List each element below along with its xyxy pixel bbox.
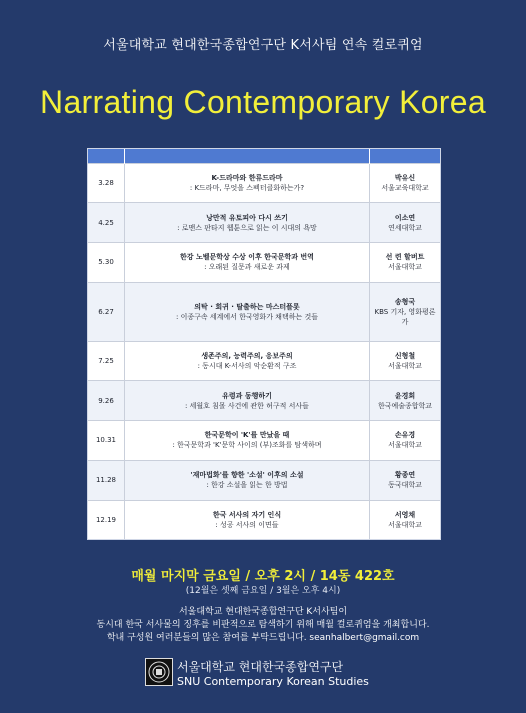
description-line: 동시대 한국 서사물의 징후를 비판적으로 탐색하기 위해 매월 컬로퀴엄을 개최합니다. (96, 620, 430, 630)
row-date: 9.26 (88, 381, 125, 421)
table-header-row (88, 149, 440, 163)
schedule-table (87, 148, 441, 540)
row-date: 3.28 (88, 163, 125, 203)
row-topic (125, 460, 370, 500)
footer (145, 658, 445, 692)
description (0, 606, 526, 645)
table-row (88, 381, 440, 421)
speaker-name: 신형철 (394, 351, 416, 360)
row-topic (125, 282, 370, 341)
row-date: 11.28 (88, 460, 125, 500)
topic-subtitle: : 세월호 침몰 사건에 관한 허구적 서사들 (185, 401, 309, 410)
row-date: 4.25 (88, 203, 125, 243)
topic-title: 유령과 동행하기 (222, 391, 272, 400)
header-subtitle: 서울대학교 현대한국종합연구단 K서사팀 연속 컬로퀴엄 (103, 38, 423, 53)
speaker-name: 송형국 (394, 297, 416, 306)
topic-title: '재마법화'를 향한 '소설' 이후의 소설 (190, 471, 304, 480)
schedule-info: 매월 마지막 금요일 / 오후 2시 / 14동 422호 (131, 569, 395, 584)
speaker-name: 황종연 (394, 471, 416, 480)
description-line: 학내 구성원 여러분들의 많은 참여를 부탁드립니다. seanhalbert@gmail.com (106, 633, 420, 643)
topic-subtitle: : 동시대 K-서사의 악순환적 구조 (197, 361, 297, 370)
speaker-name: 이소연 (394, 213, 416, 222)
table-row (88, 460, 440, 500)
topic-title: 생존주의, 능력주의, 응보주의 (201, 351, 293, 360)
speaker-affiliation: 서울대학교 (388, 520, 422, 529)
header-cell-speaker (370, 149, 441, 163)
speaker-affiliation: 서울대학교 (388, 361, 422, 370)
row-speaker (370, 282, 441, 341)
table-row (88, 421, 440, 461)
footer-name-en: SNU Contemporary Korean Studies (177, 675, 369, 688)
topic-subtitle: : 이종구속 세계에서 한국영화가 채택하는 것들 (176, 312, 318, 321)
speaker-name: 선 련 할버트 (385, 253, 425, 262)
row-topic (125, 500, 370, 539)
speaker-affiliation: 서울교육대학교 (381, 183, 429, 192)
table-row (88, 500, 440, 539)
header-cell-topic (125, 149, 370, 163)
topic-title: 한국문학이 'K'를 만났을 때 (204, 431, 290, 440)
row-topic (125, 243, 370, 283)
row-date: 12.19 (88, 500, 125, 539)
university-seal-icon (145, 658, 173, 686)
row-topic (125, 341, 370, 381)
speaker-name: 손유경 (394, 431, 416, 440)
schedule-note: (12월은 셋째 금요일 / 3월은 오후 4시) (185, 586, 341, 596)
row-topic (125, 163, 370, 203)
topic-title: 한국 서사의 자기 인식 (212, 510, 282, 519)
topic-subtitle: : K드라마, 무엇을 스펙터클화하는가? (189, 183, 305, 192)
row-speaker (370, 163, 441, 203)
row-speaker (370, 500, 441, 539)
row-speaker (370, 203, 441, 243)
speaker-name: 윤경희 (394, 391, 416, 400)
row-speaker (370, 381, 441, 421)
row-date: 7.25 (88, 341, 125, 381)
speaker-affiliation: 서울대학교 (388, 263, 422, 272)
row-date: 10.31 (88, 421, 125, 461)
speaker-affiliation: 연세대학교 (388, 223, 422, 232)
footer-name-ko: 서울대학교 현대한국종합연구단 (177, 660, 344, 674)
row-speaker (370, 243, 441, 283)
topic-title: K-드라마와 한류드라마 (211, 173, 283, 182)
speaker-affiliation: 서울대학교 (388, 441, 422, 450)
row-topic (125, 421, 370, 461)
row-date: 5.30 (88, 243, 125, 283)
row-speaker (370, 421, 441, 461)
page-title: Narrating Contemporary Korea (40, 84, 486, 120)
table-row (88, 282, 440, 341)
topic-subtitle: : 오래된 질문과 새로운 과제 (204, 263, 290, 272)
speaker-affiliation: KBS 기자, 영화평론가 (374, 307, 436, 326)
table-row (88, 203, 440, 243)
row-topic (125, 203, 370, 243)
row-date: 6.27 (88, 282, 125, 341)
row-speaker (370, 460, 441, 500)
topic-subtitle: : 로맨스 판타지 웹툰으로 읽는 이 시대의 욕망 (177, 223, 317, 232)
speaker-name: 박유신 (394, 173, 416, 182)
table-row (88, 341, 440, 381)
description-line: 서울대학교 현대한국종합연구단 K서사팀이 (178, 607, 348, 617)
speaker-name: 서영채 (394, 510, 416, 519)
speaker-affiliation: 동국대학교 (388, 481, 422, 490)
table-row (88, 163, 440, 203)
topic-subtitle: : 성공 서사의 이면들 (215, 520, 279, 529)
topic-title: 낭만적 유토피아 다시 쓰기 (206, 213, 288, 222)
row-topic (125, 381, 370, 421)
topic-title: 한강 노벨문학상 수상 이후 한국문학과 번역 (180, 253, 314, 262)
topic-title: 의탁 · 회귀 · 탈출하는 마스터플롯 (194, 302, 300, 311)
topic-subtitle: : 한강 소설을 읽는 한 방법 (206, 481, 288, 490)
row-speaker (370, 341, 441, 381)
topic-subtitle: : 한국문학과 'K'문학 사이의 (부)조화를 탐색하며 (172, 441, 322, 450)
table-row (88, 243, 440, 283)
header-cell-date (88, 149, 125, 163)
speaker-affiliation: 한국예술종합학교 (377, 401, 433, 410)
